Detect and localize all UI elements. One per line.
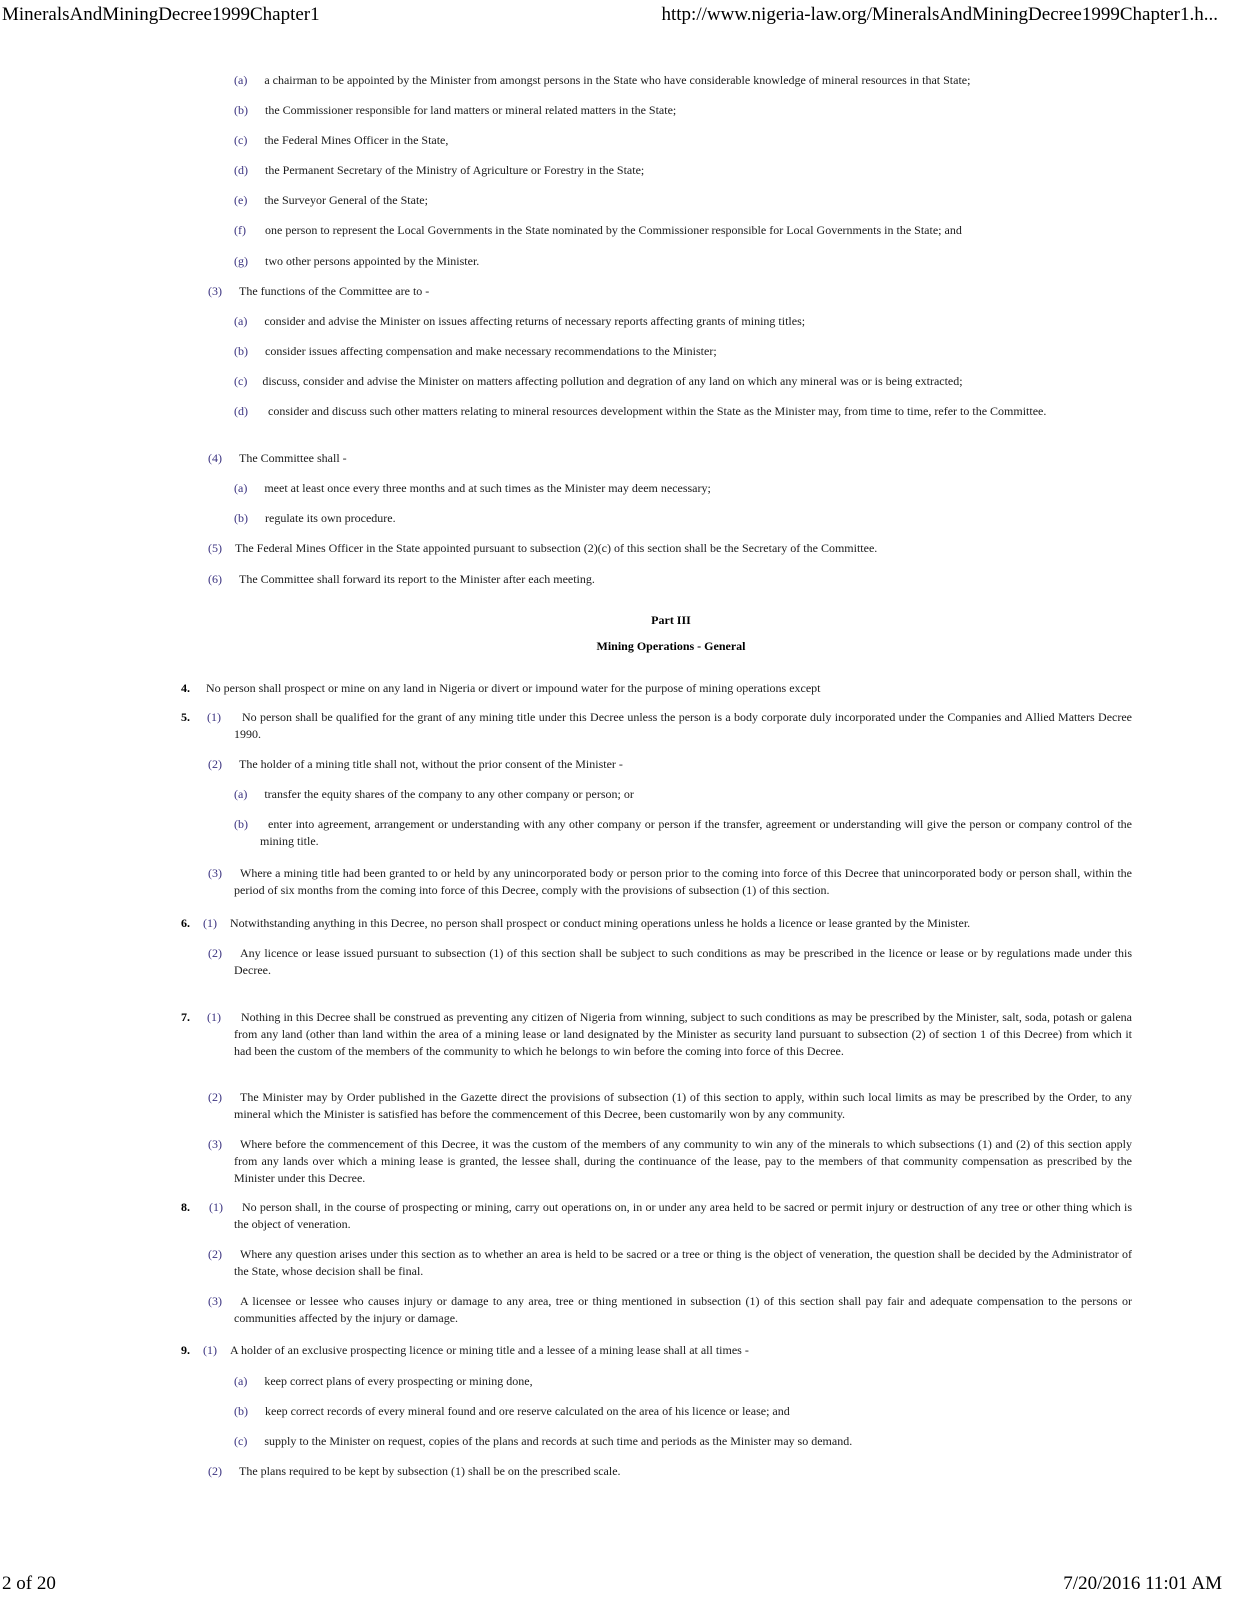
paragraph-label: (d) [234,404,248,418]
part-title: Part III [651,613,691,627]
subsection-label: (2) [208,757,222,771]
paragraph-3d [234,403,1132,420]
section-9-1 [181,1342,1134,1359]
section-4 [181,680,1134,697]
subsection-text: Where a mining title had been granted to or held by any unincorporated body or person prior to the coming into force of this Decree that unincorporated body or person shall, within the period of six months from the coming into force of this Decree, comply with the provisions of subsection (1) of this section. [234,866,1132,897]
subsection-label: (1) [203,916,217,930]
paragraph-2f [234,222,1134,239]
subsection-text: A licensee or lessee who causes injury or damage to any area, tree or thing mentioned in subsection (1) of this section shall pay fair and adequate compensation to the persons or communities affected by the injury or damage. [234,1294,1132,1325]
section-5-2a [234,786,1134,803]
section-7-3 [208,1136,1132,1187]
page-header-url: http://www.nigeria-law.org/MineralsAndMiningDecree1999Chapter1.h... [661,4,1218,25]
paragraph-4b [234,510,1134,527]
paragraph-text: meet at least once every three months and at such times as the Minister may deem necessary; [264,481,711,495]
subsection-label: (1) [203,1343,217,1357]
paragraph-text: the Federal Mines Officer in the State, [264,133,449,147]
subsection-text: The plans required to be kept by subsection (1) shall be on the prescribed scale. [239,1464,621,1478]
section-text: No person shall prospect or mine on any land in Nigeria or divert or impound water for the purpose of mining operations except [206,681,821,695]
paragraph-text: the Permanent Secretary of the Ministry of Agriculture or Forestry in the State; [265,163,645,177]
section-8-1 [181,1199,1132,1233]
paragraph-text: the Surveyor General of the State; [264,193,428,207]
paragraph-2e [234,192,1134,209]
subsection-text: Any licence or lease issued pursuant to subsection (1) of this section shall be subject to such conditions as may be prescribed in the licence or lease or by regulations made under this Decree. [234,946,1132,977]
section-5-1 [181,709,1132,743]
subsection-6 [208,571,1134,588]
paragraph-label: (a) [234,73,248,87]
subsection-label: (2) [208,946,222,960]
section-9-1c [234,1433,1134,1450]
subsection-text: The Minister may by Order published in the Gazette direct the provisions of subsection (1) of this section to apply, within such local limits as may be prescribed by the Order, to any mineral which the Minister is satisfied has before the commencement of this Decree, been customarily won by any community. [234,1090,1132,1121]
paragraph-2c [234,132,1134,149]
page-header-title: MineralsAndMiningDecree1999Chapter1 [2,4,320,25]
section-5-3 [208,865,1132,899]
section-9-1b [234,1403,1134,1420]
paragraph-text: enter into agreement, arrangement or understanding with any other company or person if the transfer, agreement or understanding will give the person or company control of the mining title. [260,817,1132,848]
subsection-text: Where before the commencement of this Decree, it was the custom of the members of any community to win any of the minerals to which subsections (1) and (2) of this section apply from any lands over which a mining lease is granted, the lessee shall, during the continuance of the lease, pay to the members of that community compensation as prescribed by the Minister under this Decree. [234,1137,1132,1185]
subsection-text: Notwithstanding anything in this Decree, no person shall prospect or conduct mining operations unless he holds a licence or lease granted by the Minister. [230,916,971,930]
paragraph-label: (c) [234,1434,248,1448]
subsection-label: (2) [208,1464,222,1478]
subsection-text: Nothing in this Decree shall be construed as preventing any citizen of Nigeria from winning, subject to such conditions as may be prescribed by the Minister, salt, soda, potash or galena from any land (other than land within the area of a mining lease or land designated by the Minister as security land pursuant to subsection (2) of section 1 of this Decree) from which it had been the custom of the members of the community to which he belongs to win before the coming into force of this Decree. [234,1010,1132,1058]
section-number: 6. [181,916,190,930]
section-number: 8. [181,1200,190,1214]
subsection-text: The Committee shall - [239,451,347,465]
paragraph-2a [234,72,1134,89]
paragraph-label: (b) [234,1404,248,1418]
subsection-label: (1) [209,1200,223,1214]
paragraph-label: (a) [234,1374,248,1388]
subsection-text: Where any question arises under this section as to whether an area is held to be sacred or a tree or thing is the object of veneration, the question shall be decided by the Administrator of the State, whose decision shall be final. [234,1247,1132,1278]
subsection-5 [208,540,1134,557]
subsection-label: (3) [208,284,222,298]
paragraph-label: (b) [234,344,248,358]
paragraph-label: (f) [234,223,246,237]
subsection-3 [208,283,1134,300]
paragraph-label: (c) [234,374,248,388]
paragraph-text: consider and advise the Minister on issues affecting returns of necessary reports affecting grants of mining titles; [264,314,806,328]
section-6-1 [181,915,1134,932]
section-5-2b [234,816,1132,850]
subsection-label: (3) [208,1137,222,1151]
paragraph-label: (e) [234,193,248,207]
paragraph-text: regulate its own procedure. [265,511,396,525]
subsection-label: (4) [208,451,222,465]
paragraph-2d [234,162,1134,179]
paragraph-text: discuss, consider and advise the Minister on matters affecting pollution and degration of any land on which any mineral was or is being extracted; [262,374,963,388]
subsection-label: (3) [208,1294,222,1308]
part-subtitle: Mining Operations - General [596,639,746,653]
paragraph-text: supply to the Minister on request, copies of the plans and records at such time and periods as the Minister may so demand. [264,1434,853,1448]
subsection-4 [208,450,1134,467]
section-9-2 [208,1463,1134,1480]
subsection-text: No person shall, in the course of prospecting or mining, carry out operations on, in or under any area held to be sacred or permit injury or destruction of any tree or other thing which is the object of veneration. [234,1200,1132,1231]
section-7-1 [181,1009,1132,1060]
section-5-2 [208,756,1134,773]
subsection-text: No person shall be qualified for the grant of any mining title under this Decree unless the person is a body corporate duly incorporated under the Companies and Allied Matters Decree 1990. [234,710,1132,741]
subsection-label: (2) [208,1247,222,1261]
subsection-label: (2) [208,1090,222,1104]
subsection-label: (5) [208,541,222,555]
section-9-1a [234,1373,1134,1390]
paragraph-text: keep correct records of every mineral found and ore reserve calculated on the area of his licence or lease; and [265,1404,790,1418]
paragraph-text: consider and discuss such other matters relating to mineral resources development within the State as the Minister may, from time to time, refer to the Committee. [268,404,1047,418]
paragraph-label: (b) [234,817,248,831]
paragraph-text: one person to represent the Local Governments in the State nominated by the Commissioner responsible for Local Governments in the State; and [265,223,962,237]
subsection-text: The Federal Mines Officer in the State appointed pursuant to subsection (2)(c) of this section shall be the Secretary of the Committee. [235,541,878,555]
paragraph-3a [234,313,1134,330]
paragraph-2b [234,102,1134,119]
paragraph-label: (a) [234,787,248,801]
subsection-text: A holder of an exclusive prospecting licence or mining title and a lessee of a mining lease shall at all times - [230,1343,749,1357]
paragraph-text: transfer the equity shares of the company to any other company or person; or [264,787,634,801]
section-7-2 [208,1089,1132,1123]
paragraph-text: two other persons appointed by the Minister. [265,254,480,268]
section-number: 9. [181,1343,190,1357]
paragraph-4a [234,480,1134,497]
section-number: 5. [181,710,190,724]
paragraph-3c [234,373,1134,390]
subsection-text: The functions of the Committee are to - [239,284,430,298]
paragraph-3b [234,343,1134,360]
paragraph-text: a chairman to be appointed by the Minister from amongst persons in the State who have considerable knowledge of mineral resources in that State; [264,73,971,87]
subsection-label: (1) [207,1010,221,1024]
section-number: 7. [181,1010,190,1024]
print-datetime: 7/20/2016 11:01 AM [1063,1573,1222,1594]
section-8-2 [208,1246,1132,1280]
section-8-3 [208,1293,1132,1327]
paragraph-label: (d) [234,163,248,177]
subsection-text: The Committee shall forward its report to the Minister after each meeting. [239,572,595,586]
subsection-label: (3) [208,866,222,880]
subsection-label: (6) [208,572,222,586]
paragraph-label: (b) [234,103,248,117]
subsection-label: (1) [207,710,221,724]
section-6-2 [208,945,1132,979]
subsection-text: The holder of a mining title shall not, without the prior consent of the Minister - [239,757,623,771]
paragraph-label: (b) [234,511,248,525]
paragraph-label: (a) [234,481,248,495]
paragraph-text: consider issues affecting compensation and make necessary recommendations to the Minister; [265,344,717,358]
paragraph-label: (a) [234,314,248,328]
page-number: 2 of 20 [2,1573,56,1594]
paragraph-text: keep correct plans of every prospecting or mining done, [264,1374,533,1388]
paragraph-2g [234,253,1134,270]
paragraph-text: the Commissioner responsible for land matters or mineral related matters in the State; [265,103,677,117]
paragraph-label: (g) [234,254,248,268]
paragraph-label: (c) [234,133,248,147]
section-number: 4. [181,681,190,695]
